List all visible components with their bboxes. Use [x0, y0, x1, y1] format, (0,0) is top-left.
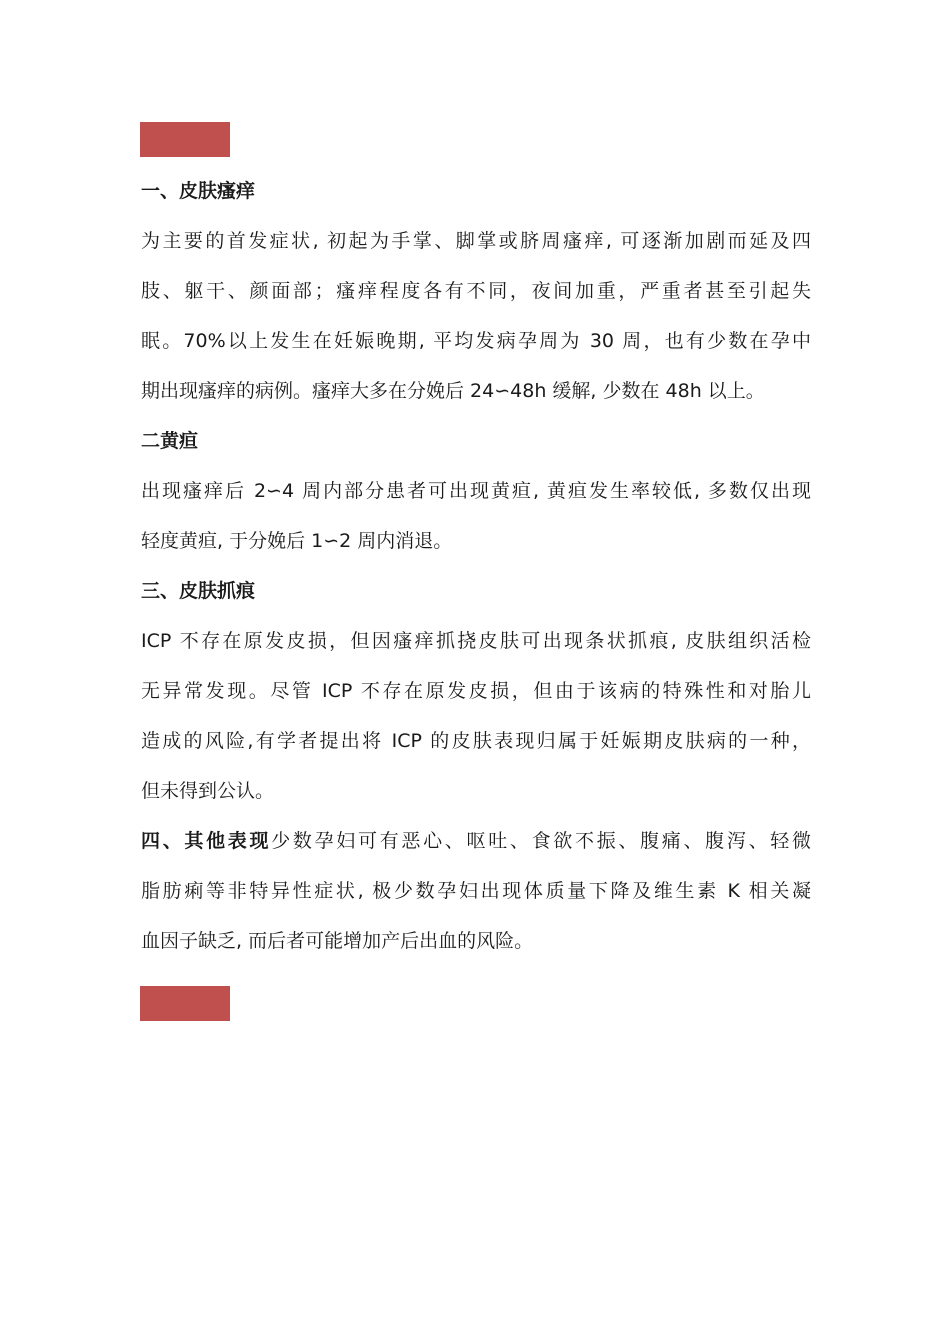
decorative-red-block-top — [140, 122, 230, 157]
paragraph-line: 为主要的首发症状, 初起为手掌、脚掌或脐周瘙痒, 可逐渐加剧而延及四 — [141, 230, 811, 252]
section-paragraph-scratch-marks — [141, 616, 811, 816]
paragraph-line: 轻度黄疸, 于分娩后 1∽2 周内消退。 — [141, 530, 453, 552]
section-heading-scratch-marks: 三、皮肤抓痕 — [141, 580, 256, 602]
paragraph-line: 肢、躯干、颜面部；瘙痒程度各有不同，夜间加重，严重者甚至引起失 — [141, 280, 811, 302]
paragraph-line: ICP 不存在原发皮损，但因瘙痒抓挠皮肤可出现条状抓痕, 皮肤组织活检 — [141, 630, 811, 652]
section-paragraph-other — [141, 816, 811, 966]
paragraph-line: 期出现瘙痒的病例。瘙痒大多在分娩后 24∽48h 缓解, 少数在 48h 以上。 — [141, 380, 765, 402]
section-paragraph-itching — [141, 216, 811, 416]
paragraph-line: 脂肪痢等非特异性症状, 极少数孕妇出现体质量下降及维生素 K 相关凝 — [141, 880, 811, 902]
paragraph-line: 眠。70%以上发生在妊娠晚期, 平均发病孕周为 30 周，也有少数在孕中 — [141, 330, 811, 352]
paragraph-line-with-heading — [141, 816, 811, 866]
paragraph-line-text: 少数孕妇可有恶心、呕吐、食欲不振、腹痛、腹泻、轻微 — [271, 830, 811, 852]
section-heading-jaundice: 二黄疸 — [141, 430, 199, 452]
section-heading-itching: 一、皮肤瘙痒 — [141, 180, 256, 202]
section-paragraph-jaundice — [141, 466, 811, 566]
paragraph-line: 无异常发现。尽管 ICP 不存在原发皮损，但由于该病的特殊性和对胎儿 — [141, 680, 811, 702]
paragraph-line: 造成的风险,有学者提出将 ICP 的皮肤表现归属于妊娠期皮肤病的一种， — [141, 730, 811, 752]
decorative-red-block-bottom — [140, 986, 230, 1021]
document-content — [141, 166, 811, 966]
paragraph-line: 血因子缺乏, 而后者可能增加产后出血的风险。 — [141, 930, 534, 952]
section-heading-other: 四、其他表现 — [141, 830, 272, 852]
paragraph-line: 但未得到公认。 — [141, 780, 275, 802]
paragraph-line: 出现瘙痒后 2∽4 周内部分患者可出现黄疸, 黄疸发生率较低, 多数仅出现 — [141, 480, 811, 502]
